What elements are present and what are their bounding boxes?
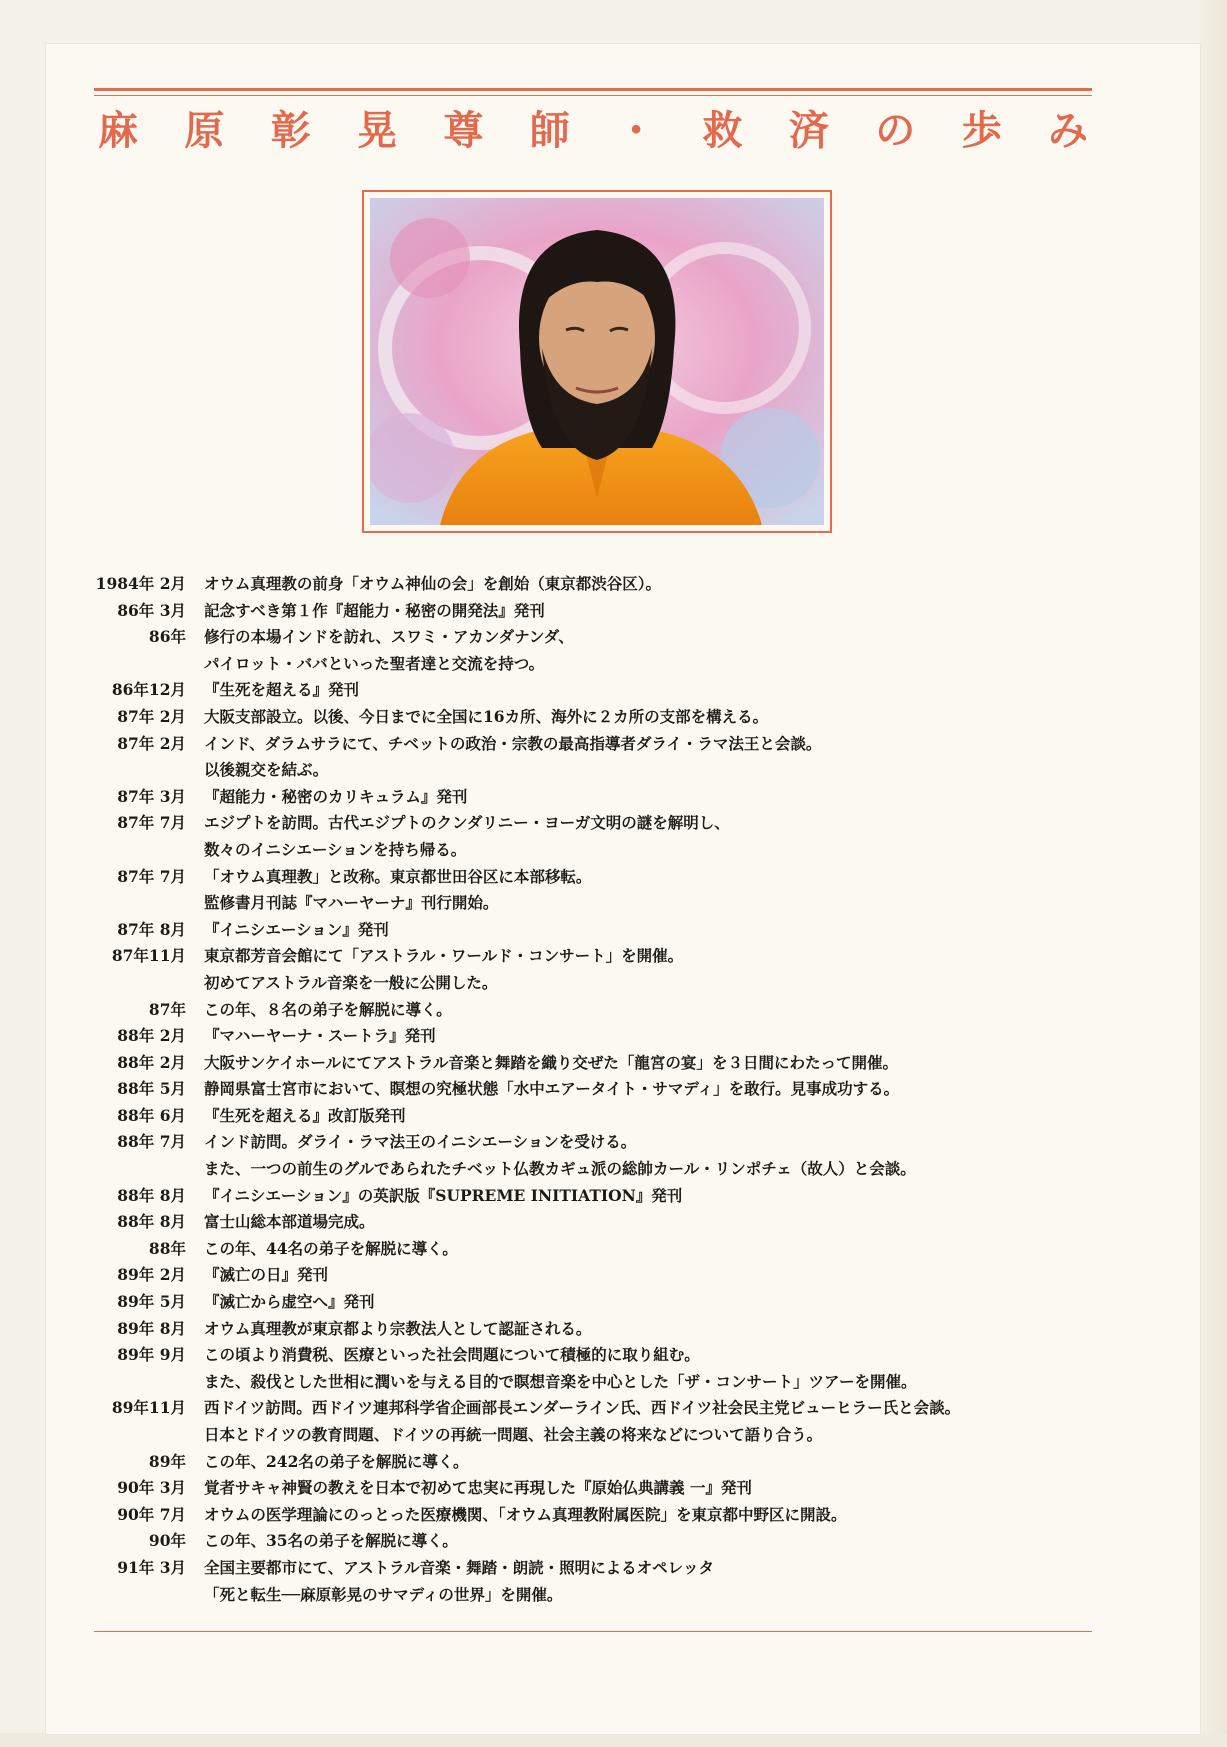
timeline-date-spacer [94,890,204,917]
timeline-date: 89年11月 [111,1398,186,1418]
timeline-date: 87年 2月 [117,706,186,726]
timeline-date: 89年 9月 [117,1345,186,1365]
timeline-row [94,677,1094,704]
title-rule [94,88,1092,96]
timeline-row [94,1209,1094,1236]
timeline-text: 監修書月刊誌『マハーヤーナ』刊行開始。 [204,893,499,913]
timeline-date: 90年 7月 [117,1504,186,1524]
title-char: 済 [788,106,829,154]
title-char: 原 [184,106,225,154]
timeline-text: 以後親交を結ぶ。 [204,760,329,780]
timeline-row [94,1528,1094,1555]
timeline-date-spacer [94,1582,204,1609]
timeline-date: 90年 [148,1531,186,1551]
timeline-date: 88年 5月 [117,1079,186,1099]
timeline-date-spacer [94,970,204,997]
timeline-row [94,624,1094,651]
timeline-row [94,1023,1094,1050]
timeline-text: 大阪支部設立。以後、今日までに全国に16カ所、海外に２カ所の支部を構える。 [204,706,769,726]
timeline-text: 西ドイツ訪問。西ドイツ連邦科学省企画部長エンダーライン氏、西ドイツ社会民主党ビューヒラー氏と会談。 [204,1398,961,1418]
portrait-photo [370,198,824,525]
timeline-list [94,571,1094,1608]
timeline-date-spacer [94,757,204,784]
timeline-row [94,837,1094,864]
timeline-text: 数々のイニシエーションを持ち帰る。 [204,839,467,859]
timeline-date: 90年 3月 [117,1478,186,1498]
timeline-row [94,1262,1094,1289]
title-char: み [1047,106,1088,154]
timeline-row [94,704,1094,731]
timeline-row [94,864,1094,891]
timeline-row [94,651,1094,678]
timeline-text: 『マハーヤーナ・スートラ』発刊 [204,1026,436,1046]
timeline-row [94,1502,1094,1529]
timeline-text: この年、35名の弟子を解脱に導く。 [204,1531,458,1551]
timeline-date: 88年 7月 [117,1132,186,1152]
timeline-row [94,1050,1094,1077]
bottom-rule [94,1631,1092,1632]
timeline-text: 『超能力・秘密のカリキュラム』発刊 [204,786,468,806]
timeline-text: この年、44名の弟子を解脱に導く。 [204,1238,458,1258]
timeline-row [94,757,1094,784]
timeline-date: 88年 2月 [117,1052,186,1072]
timeline-date: 88年 8月 [117,1185,186,1205]
timeline-row [94,1369,1094,1396]
timeline-date: 88年 8月 [117,1212,186,1232]
timeline-date: 87年 2月 [117,733,186,753]
title-char: 晃 [357,106,398,154]
timeline-date: 87年 8月 [117,919,186,939]
timeline-date-spacer [94,1369,204,1396]
timeline-text: 「死と転生──麻原彰晃のサマディの世界」を開催。 [204,1584,563,1604]
timeline-text: 全国主要都市にて、アストラル音楽・舞踏・朗読・照明によるオペレッタ [204,1557,714,1577]
timeline-row [94,1422,1094,1449]
timeline-date: 87年 7月 [117,813,186,833]
title-char: ・ [616,106,657,154]
page-edge-right [1200,0,1227,1747]
timeline-row [94,1103,1094,1130]
title-char: 救 [702,106,743,154]
title-char: 尊 [443,106,484,154]
timeline-text: 大阪サンケイホールにてアストラル音楽と舞踏を織り交ぜた「龍宮の宴」を３日間にわたって開催。 [204,1052,898,1072]
timeline-date: 89年 5月 [117,1292,186,1312]
timeline-date: 87年 3月 [117,786,186,806]
timeline-date-spacer [94,1156,204,1183]
timeline-row [94,1183,1094,1210]
timeline-text: 修行の本場インドを訪れ、スワミ・アカンダナンダ、 [204,627,574,647]
timeline-row [94,731,1094,758]
timeline-text: パイロット・ババといった聖者達と交流を持つ。 [204,653,545,673]
timeline-row [94,1316,1094,1343]
timeline-date: 91年 3月 [117,1557,186,1577]
timeline-date: 87年 7月 [117,866,186,886]
timeline-row [94,1342,1094,1369]
timeline-text: この年、242名の弟子を解脱に導く。 [204,1451,469,1471]
timeline-text: エジプトを訪問。古代エジプトのクンダリニー・ヨーガ文明の謎を解明し、 [204,813,730,833]
timeline-row [94,784,1094,811]
timeline-text: 東京都芳音会館にて「アストラル・ワールド・コンサート」を開催。 [204,946,684,966]
timeline-row [94,1289,1094,1316]
timeline-text: 『イニシエーション』の英訳版『SUPREME INITIATION』発刊 [204,1185,683,1205]
timeline-text: 覚者サキャ神賢の教えを日本で初めて忠実に再現した『原始仏典講義 一』発刊 [204,1478,752,1498]
timeline-text: 富士山総本部道場完成。 [204,1212,375,1232]
portrait-photo-frame [362,190,832,533]
timeline-text: オウム真理教が東京都より宗教法人として認証される。 [204,1318,592,1338]
timeline-row [94,1129,1094,1156]
timeline-row [94,917,1094,944]
timeline-text: また、一つの前生のグルであられたチベット仏教カギュ派の総帥カール・リンポチェ（故人）と会談。 [204,1159,916,1179]
timeline-text: 『イニシエーション』発刊 [204,919,389,939]
timeline-text: 『滅亡から虚空へ』発刊 [204,1292,375,1312]
title-char: 彰 [270,106,311,154]
timeline-date: 88年 [148,1238,186,1258]
timeline-text: 初めてアストラル音楽を一般に公開した。 [204,972,498,992]
timeline-row [94,997,1094,1024]
timeline-text: 日本とドイツの教育問題、ドイツの再統一問題、社会主義の将来などについて語り合う。 [204,1425,823,1444]
timeline-date: 86年 [148,627,186,647]
timeline-text: 『滅亡の日』発刊 [204,1265,329,1285]
timeline-text: 『生死を超える』改訂版発刊 [204,1105,406,1125]
timeline-text: 「オウム真理教」と改称。東京都世田谷区に本部移転。 [204,866,592,886]
timeline-text: オウムの医学理論にのっとった医療機関、「オウム真理教附属医院」を東京都中野区に開設。 [204,1504,847,1524]
timeline-date: 89年 [148,1451,186,1471]
timeline-date: 89年 2月 [117,1265,186,1285]
timeline-text: この頃より消費税、医療といった社会問題について積極的に取り組む。 [204,1345,700,1365]
timeline-text: また、殺伐とした世相に潤いを与える目的で瞑想音楽を中心とした「ザ・コンサート」ツアーを開催。 [204,1371,917,1391]
timeline-date: 87年 [148,999,186,1019]
timeline-date: 88年 6月 [117,1105,186,1125]
title-char: の [875,106,916,154]
timeline-row [94,890,1094,917]
timeline-text: この年、８名の弟子を解脱に導く。 [204,999,452,1019]
timeline-row [94,571,1094,598]
title-char: 歩 [961,106,1002,154]
timeline-date-spacer [94,837,204,864]
timeline-row [94,1449,1094,1476]
timeline-date: 88年 2月 [117,1026,186,1046]
timeline-row [94,1582,1094,1609]
title-char: 師 [529,106,570,154]
timeline-row [94,598,1094,625]
timeline-date-spacer [94,651,204,678]
timeline-row [94,943,1094,970]
timeline-row [94,1555,1094,1582]
timeline-text: 『生死を超える』発刊 [204,680,360,700]
timeline-row [94,1156,1094,1183]
timeline-text: 記念すべき第１作『超能力・秘密の開発法』発刊 [204,600,545,620]
timeline-row [94,1475,1094,1502]
timeline-row [94,1395,1094,1422]
timeline-row [94,810,1094,837]
timeline-row [94,970,1094,997]
timeline-date: 87年11月 [111,946,186,966]
timeline-text: インド訪問。ダライ・ラマ法王のイニシエーションを受ける。 [204,1132,637,1152]
timeline-row [94,1076,1094,1103]
timeline-date: 86年12月 [111,680,186,700]
page-title [94,102,1092,152]
timeline-text: オウム真理教の前身「オウム神仙の会」を創始（東京都渋谷区）。 [204,574,661,593]
timeline-date: 86年 3月 [117,600,186,620]
timeline-date: 89年 8月 [117,1318,186,1338]
timeline-text: 静岡県富士宮市において、瞑想の究極状態「水中エアータイト・サマディ」を敢行。見事成功する。 [204,1079,900,1099]
timeline-date: 1984年 2月 [95,574,186,593]
title-char: 麻 [98,106,138,154]
timeline-row [94,1236,1094,1263]
timeline-text: インド、ダラムサラにて、チベットの政治・宗教の最高指導者ダライ・ラマ法王と会談。 [204,733,822,753]
timeline-date-spacer [94,1422,204,1449]
page-edge-bottom [0,1733,1227,1747]
